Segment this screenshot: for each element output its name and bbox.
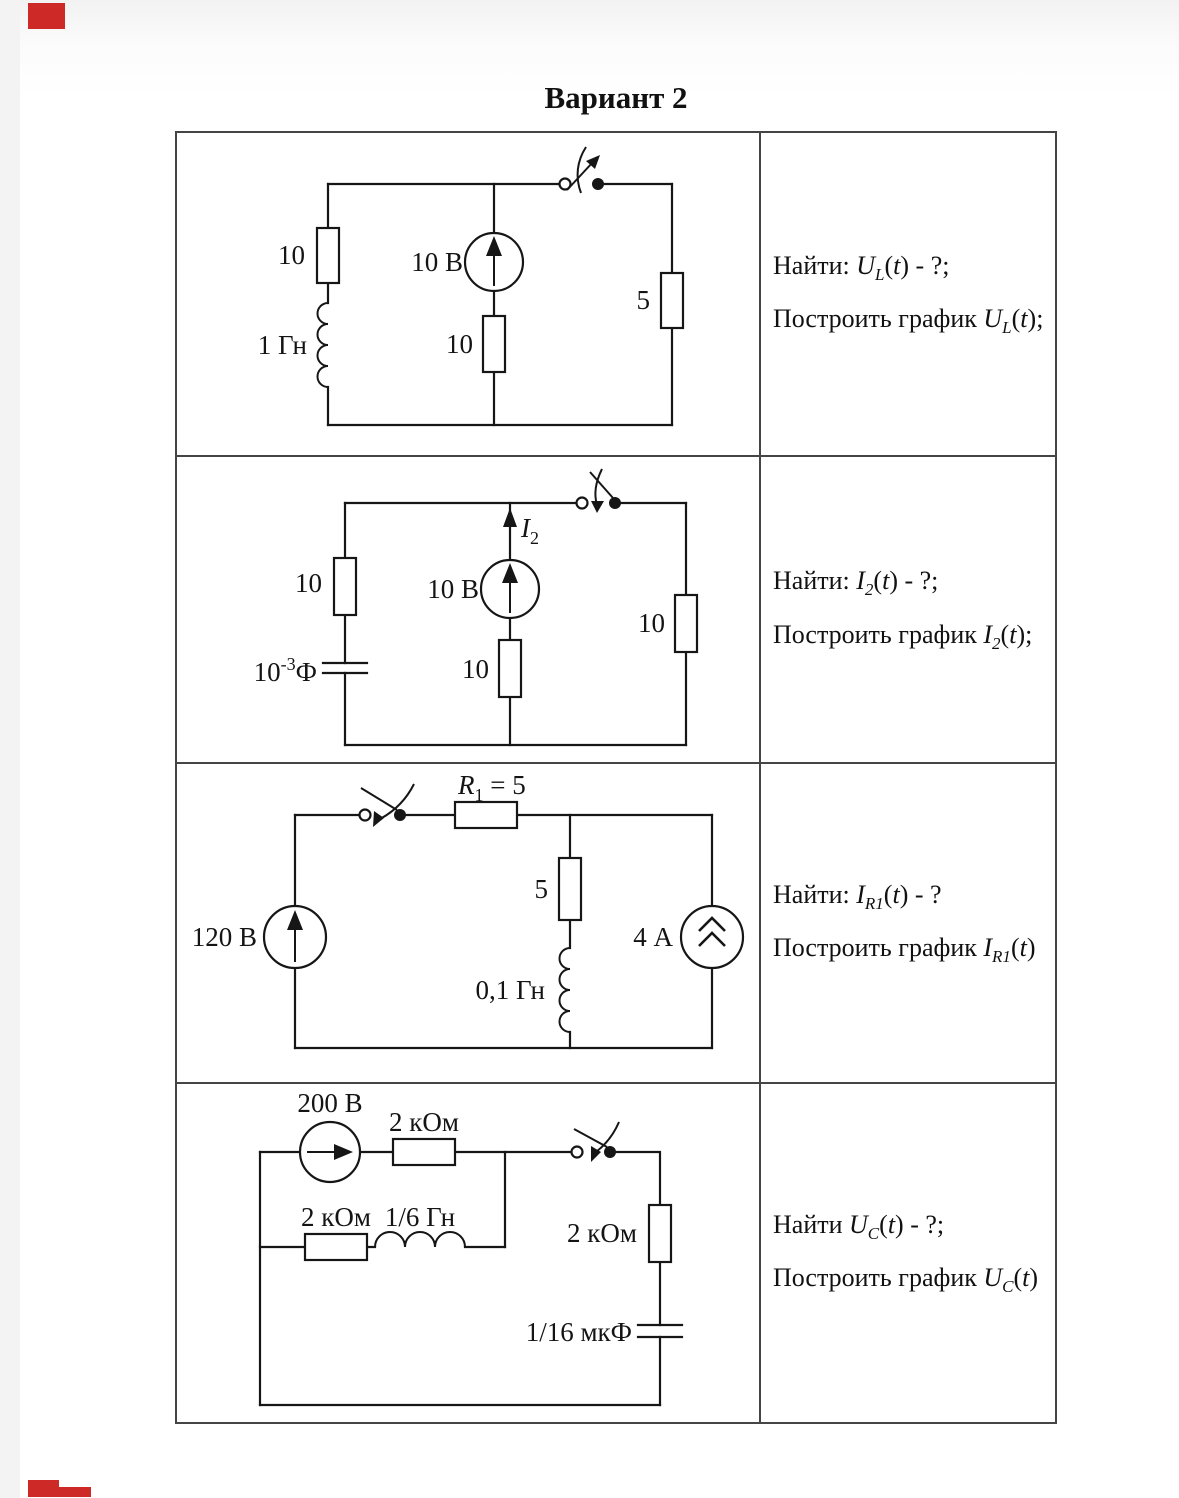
circuit-cell-1 bbox=[177, 133, 761, 457]
current-arrow bbox=[503, 508, 517, 549]
voltage-source bbox=[481, 560, 539, 618]
task-line-2 bbox=[773, 1262, 1049, 1297]
task-cell-3 bbox=[761, 764, 1055, 1084]
math-symbol: t bbox=[892, 879, 900, 909]
math-symbol: I bbox=[856, 566, 865, 596]
task-text: ) - ?; bbox=[900, 250, 950, 280]
wires bbox=[328, 184, 672, 425]
voltage-source-label: 200 В bbox=[297, 1088, 363, 1118]
math-subscript: R1 bbox=[992, 947, 1011, 966]
redaction-mark-bottom bbox=[28, 1480, 59, 1497]
task-line-1 bbox=[773, 250, 1049, 285]
resistor bbox=[455, 802, 517, 828]
math-subscript: C bbox=[1002, 1277, 1014, 1296]
math-symbol: t bbox=[1022, 1263, 1030, 1292]
math-symbol: I bbox=[983, 619, 993, 649]
inductor-label: 0,1 Гн bbox=[475, 975, 545, 1005]
switch bbox=[572, 1122, 620, 1162]
math-subscript: 2 bbox=[992, 633, 1001, 653]
redaction-mark-top bbox=[28, 3, 65, 29]
resistor bbox=[483, 316, 505, 372]
task-text: Найти bbox=[773, 1209, 850, 1239]
problems-table bbox=[175, 131, 1057, 1424]
voltage-source bbox=[300, 1122, 360, 1182]
resistor-label: 10 bbox=[446, 329, 473, 359]
capacitor bbox=[323, 663, 367, 673]
task-text: ( bbox=[1000, 619, 1010, 649]
current-source-label: 4 А bbox=[633, 922, 673, 952]
switch bbox=[560, 147, 605, 193]
math-symbol: I bbox=[856, 879, 865, 909]
resistor-label: 5 bbox=[636, 285, 650, 315]
math-subscript: L bbox=[1002, 318, 1012, 337]
math-subscript: 2 bbox=[864, 580, 874, 600]
task-line-1 bbox=[773, 1209, 1049, 1244]
resistor bbox=[393, 1139, 455, 1165]
math-symbol: t bbox=[1020, 304, 1028, 333]
resistor bbox=[305, 1234, 367, 1260]
circuit-cell-3 bbox=[177, 764, 761, 1084]
task-text: Построить график bbox=[773, 619, 984, 649]
resistor bbox=[559, 858, 581, 920]
task-text: ( bbox=[1013, 1263, 1023, 1292]
resistor-symbol: R bbox=[458, 770, 475, 800]
inductor-label: 1 Гн bbox=[257, 330, 307, 360]
voltage-source-label: 120 В bbox=[191, 922, 257, 952]
task-text: Найти: bbox=[773, 879, 857, 909]
resistor-label bbox=[457, 770, 526, 805]
voltage-source bbox=[465, 233, 523, 291]
math-symbol: t bbox=[1019, 933, 1027, 962]
task-cell-4 bbox=[761, 1084, 1055, 1422]
task-line-2 bbox=[773, 932, 1049, 967]
task-line-1 bbox=[773, 565, 1049, 600]
current-subscript: 2 bbox=[530, 528, 539, 548]
inductor bbox=[318, 303, 329, 387]
current-source bbox=[681, 906, 743, 968]
math-symbol: U bbox=[849, 1209, 868, 1239]
resistor-label: 2 кОм bbox=[301, 1202, 371, 1232]
scan-edge-strip bbox=[0, 0, 20, 1498]
resistor-label: 10 bbox=[278, 240, 305, 270]
circuit-1-schematic bbox=[177, 133, 759, 453]
current-symbol: I bbox=[521, 513, 530, 543]
task-text: ) bbox=[1029, 1263, 1039, 1292]
switch bbox=[360, 784, 415, 827]
resistor-label: 10 bbox=[462, 654, 489, 684]
task-text: ) - ?; bbox=[895, 1209, 945, 1239]
page-title: Вариант 2 bbox=[544, 80, 688, 115]
wires bbox=[345, 503, 686, 745]
inductor-label: 1/6 Гн bbox=[384, 1202, 456, 1232]
resistor bbox=[317, 228, 339, 283]
circuit-3-schematic bbox=[177, 764, 759, 1080]
voltage-source bbox=[264, 906, 326, 968]
task-text: ( bbox=[873, 566, 883, 596]
task-text: ) bbox=[1026, 933, 1036, 962]
math-symbol: t bbox=[882, 566, 890, 596]
cap-base: 10 bbox=[253, 657, 281, 687]
resistor-label: 10 bbox=[295, 568, 322, 598]
inductor bbox=[375, 1232, 465, 1247]
task-line-2 bbox=[773, 303, 1049, 338]
task-cell-2 bbox=[761, 457, 1055, 764]
voltage-source-label: 10 В bbox=[411, 247, 463, 277]
math-subscript: L bbox=[875, 264, 885, 284]
task-cell-1 bbox=[761, 133, 1055, 457]
math-symbol: I bbox=[983, 933, 993, 962]
task-line-1 bbox=[773, 879, 1049, 914]
resistor bbox=[334, 558, 356, 615]
task-text: Построить график bbox=[773, 304, 984, 333]
resistor bbox=[649, 1205, 671, 1262]
task-text: ( bbox=[883, 879, 893, 909]
voltage-source-label: 10 В bbox=[427, 574, 479, 604]
current-arrow-label bbox=[520, 513, 539, 548]
math-symbol: U bbox=[856, 250, 876, 280]
task-text: Построить график bbox=[773, 1263, 984, 1292]
resistor-label: 2 кОм bbox=[567, 1218, 637, 1248]
wires bbox=[260, 1152, 660, 1405]
resistor bbox=[661, 273, 683, 328]
resistor-value: = 5 bbox=[483, 770, 526, 800]
math-symbol: t bbox=[1009, 619, 1017, 649]
inductor bbox=[560, 948, 571, 1032]
task-text: ( bbox=[884, 250, 894, 280]
resistor-label: 5 bbox=[534, 874, 548, 904]
circuit-cell-2 bbox=[177, 457, 761, 764]
task-text: ) - ? bbox=[899, 879, 942, 909]
cap-exponent: -3 bbox=[280, 654, 296, 674]
task-line-2 bbox=[773, 619, 1049, 654]
capacitor-label bbox=[254, 654, 317, 687]
task-text: ); bbox=[1027, 304, 1044, 333]
task-text: ( bbox=[879, 1209, 888, 1239]
resistor bbox=[499, 640, 521, 697]
circuit-4-schematic bbox=[177, 1084, 759, 1422]
math-subscript: R1 bbox=[864, 893, 884, 913]
task-text: Найти: bbox=[773, 250, 857, 280]
task-text: Построить график bbox=[773, 933, 984, 962]
redaction-mark-bottom bbox=[59, 1487, 91, 1497]
circuit-2-schematic bbox=[177, 457, 759, 760]
math-symbol: U bbox=[983, 1263, 1003, 1292]
task-text: Найти: bbox=[773, 566, 857, 596]
cap-unit: Ф bbox=[295, 657, 317, 687]
capacitor-label: 1/16 мкФ bbox=[525, 1317, 632, 1347]
switch bbox=[577, 469, 622, 513]
circuit-cell-4 bbox=[177, 1084, 761, 1422]
math-subscript: C bbox=[867, 1223, 880, 1243]
capacitor bbox=[638, 1325, 682, 1337]
math-symbol: t bbox=[887, 1209, 896, 1239]
task-text: ); bbox=[1016, 619, 1033, 649]
math-symbol: U bbox=[983, 304, 1003, 333]
resistor-label: 2 кОм bbox=[389, 1107, 459, 1137]
task-text: ) - ?; bbox=[889, 566, 939, 596]
math-symbol: t bbox=[893, 250, 901, 280]
task-text: ( bbox=[1011, 304, 1021, 333]
task-text: ( bbox=[1010, 933, 1020, 962]
resistor-label: 10 bbox=[638, 608, 665, 638]
resistor-subscript: 1 bbox=[474, 785, 484, 805]
resistor bbox=[675, 595, 697, 652]
